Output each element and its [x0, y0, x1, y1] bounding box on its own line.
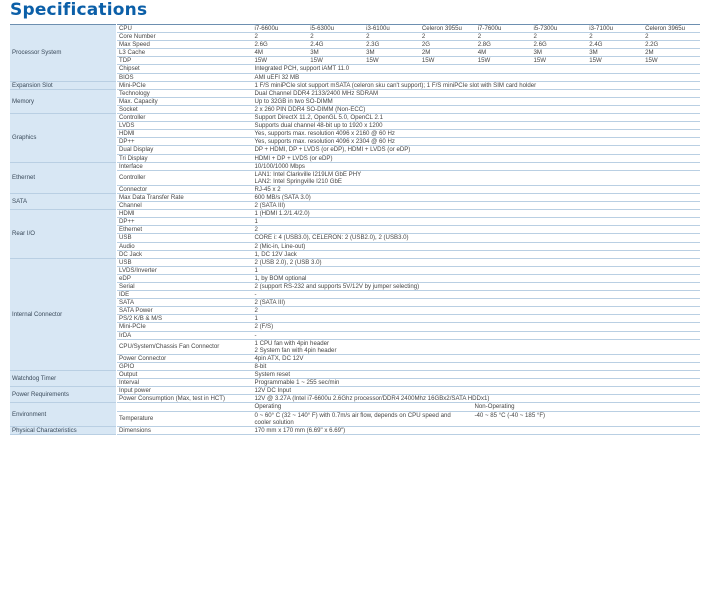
spec-label: Serial	[119, 283, 135, 290]
spec-cell: 2G	[421, 41, 431, 49]
spec-label: Connector	[119, 185, 148, 193]
spec-label: IrDA	[119, 331, 132, 339]
spec-value-line: LAN1: Intel Clarkville I219LM GbE PHY	[254, 170, 362, 178]
spec-label: LVDS	[119, 122, 135, 130]
spec-row	[10, 387, 700, 395]
spec-value: Dual Channel DDR4 2133/2400 MHz SDRAM	[254, 89, 379, 97]
spec-label: L3 Cache	[119, 49, 146, 57]
operating-value: Operating	[254, 403, 282, 411]
spec-label	[117, 403, 253, 411]
spec-value: 1	[254, 315, 258, 323]
spec-value: HDMI + DP + LVDS (or eDP)	[254, 154, 333, 162]
spec-label: IDE	[119, 291, 130, 299]
spec-value: 2 x 260 PIN DDR4 SO-DIMM (Non-ECC)	[254, 105, 366, 113]
operating-value: 0 ~ 60° C (32 ~ 140° F) with 0.7m/s air flow, depends on CPU speed and cooler solution	[254, 411, 451, 426]
spec-value: 2	[254, 226, 258, 234]
spec-value	[253, 411, 701, 426]
section-name: Expansion Slot	[10, 81, 117, 89]
spec-value: 1, DC 12V Jack	[254, 250, 297, 258]
spec-value: Integrated PCH, support iAMT 11.0	[254, 65, 350, 73]
spec-label: Controller	[119, 174, 146, 182]
spec-cell: i5-6300u	[310, 25, 335, 32]
specifications-table	[10, 24, 700, 435]
spec-label: eDP	[119, 274, 131, 282]
spec-cell: 15W	[310, 57, 323, 65]
spec-cell: 2.3G	[366, 41, 380, 49]
spec-cell: 2.4G	[589, 41, 603, 49]
spec-label: Power Connector	[119, 354, 167, 362]
spec-label: Dual Display	[119, 146, 154, 154]
spec-row	[10, 81, 700, 89]
spec-value	[253, 339, 701, 354]
section-name: Power Requirements	[10, 387, 117, 403]
spec-row	[10, 89, 700, 97]
spec-cell: 2	[589, 33, 593, 41]
spec-row	[10, 193, 700, 201]
spec-value: 12V @ 3.27A (Intel i7-6600u 2.6Ghz processor/DDR4 2400Mhz 16GBx2/SATA HDDx1)	[254, 395, 490, 403]
spec-value: 1	[254, 266, 258, 274]
spec-label: CPU	[119, 25, 132, 32]
spec-cell: 2	[533, 33, 537, 41]
page-title: Specifications	[10, 0, 148, 20]
spec-value: Yes, supports max. resolution 4096 x 2160 @ 60 Hz	[254, 130, 395, 138]
spec-value	[253, 170, 701, 185]
non-operating-value: Non-Operating	[474, 403, 515, 411]
spec-cell: i5-7300u	[533, 25, 558, 32]
spec-cell: 15W	[477, 57, 491, 65]
spec-value: 8-bit	[254, 362, 267, 370]
spec-label: BIOS	[119, 73, 134, 81]
spec-value: 2 (support RS-232 and supports 5V/12V by jumper selecting)	[254, 283, 420, 290]
spec-row	[10, 426, 700, 434]
spec-cell: i3-6100u	[366, 25, 390, 32]
spec-value-line: 2 System fan with 4pin header	[254, 346, 337, 354]
spec-label: Mini-PCIe	[119, 323, 146, 331]
spec-label: Mini-PCIe	[119, 81, 146, 89]
spec-row	[10, 371, 700, 379]
spec-value: 170 mm x 170 mm (6.69" x 6.69")	[254, 426, 346, 434]
spec-value: RJ-45 x 2	[254, 185, 281, 193]
spec-cell: 15W	[533, 57, 547, 65]
spec-cell: 2.6G	[533, 41, 547, 49]
spec-cell: 2	[254, 33, 258, 41]
spec-label: SATA Power	[119, 307, 153, 315]
spec-label: DP++	[119, 218, 135, 226]
spec-label: Max. Capacity	[119, 97, 158, 105]
spec-label: Core Number	[119, 33, 156, 41]
spec-value: Programmable 1 ~ 255 sec/min	[254, 379, 340, 387]
spec-cell: 4M	[254, 49, 263, 57]
spec-label: Tri Display	[119, 154, 148, 162]
spec-cell: 2	[645, 33, 649, 41]
spec-cell: Celeron 3965u	[645, 25, 686, 32]
spec-label: USB	[119, 234, 132, 242]
spec-cell: Celeron 3955u	[421, 25, 462, 32]
spec-value	[253, 403, 701, 411]
spec-label: DC Jack	[119, 250, 143, 258]
section-name: Environment	[10, 403, 117, 426]
spec-label: DP++	[119, 138, 135, 146]
spec-value: Yes, supports max. resolution 4096 x 2304 @ 60 Hz	[254, 138, 395, 146]
spec-value: 1 F/S miniPCIe slot support mSATA (celeron sku can't support); 1 F/S miniPCIe slot with SIM card holder	[254, 81, 537, 89]
spec-value: 1, by BOM optional	[254, 274, 307, 282]
spec-cell: 2.4G	[310, 41, 324, 49]
spec-cell: 2	[366, 33, 370, 41]
spec-label: Temperature	[119, 415, 154, 423]
spec-cell: 15W	[645, 57, 658, 65]
spec-label: Dimensions	[119, 426, 151, 434]
spec-row	[10, 25, 700, 33]
spec-row	[10, 114, 700, 122]
spec-label: Socket	[119, 105, 138, 113]
spec-value: 1	[254, 218, 258, 226]
spec-row	[10, 210, 700, 218]
section-name: SATA	[10, 193, 117, 209]
spec-label: Input power	[119, 387, 151, 395]
spec-value-line: LAN2: Intel Springville I210 GbE	[254, 177, 342, 185]
spec-value: -	[254, 291, 257, 299]
spec-label: GPIO	[119, 362, 135, 370]
spec-value: DP + HDMI, DP + LVDS (or eDP), HDMI + LVDS (or eDP)	[254, 146, 411, 154]
spec-cell: 2	[310, 33, 314, 41]
spec-label: PS/2 K/B & M/S	[119, 315, 163, 323]
section-name: Ethernet	[10, 162, 117, 193]
spec-label: Technology	[119, 89, 150, 97]
spec-label: Ethernet	[119, 226, 143, 234]
spec-label: Power Consumption (Max, test in HCT)	[119, 395, 226, 403]
spec-value-line: 1 CPU fan with 4pin header	[254, 339, 330, 347]
spec-value: AMI uEFI 32 MB	[254, 73, 300, 81]
spec-value: 2 (Mic-in, Line-out)	[254, 242, 306, 250]
spec-cell: 15W	[421, 57, 435, 65]
spec-cell: i7-7600u	[477, 25, 502, 32]
spec-cell: i3-7100u	[589, 25, 613, 32]
spec-value: System reset	[254, 371, 291, 379]
section-name: Memory	[10, 89, 117, 113]
spec-label: Max Speed	[119, 41, 150, 49]
spec-cell: 3M	[589, 49, 598, 57]
section-name: Processor System	[10, 25, 117, 82]
spec-label: HDMI	[119, 130, 135, 138]
spec-label: Interval	[119, 379, 140, 387]
spec-value: 600 MB/s (SATA 3.0)	[254, 193, 311, 201]
spec-value: 2 (SATA III)	[254, 202, 286, 210]
spec-label: Chipset	[119, 65, 140, 73]
spec-label: Output	[119, 371, 138, 379]
spec-value: -	[254, 331, 257, 339]
section-name: Rear I/O	[10, 210, 117, 259]
spec-cell: 3M	[366, 49, 375, 57]
spec-cell: 3M	[533, 49, 542, 57]
section-name: Watchdog Timer	[10, 371, 117, 387]
spec-row	[10, 258, 700, 266]
section-name: Physical Characteristics	[10, 426, 117, 434]
spec-value: Support DirectX 11.2, OpenGL 5.0, OpenCL 2.1	[254, 114, 383, 122]
spec-value: Up to 32GB in two SO-DIMM	[254, 97, 333, 105]
spec-cell: 15W	[254, 57, 268, 65]
spec-cell: i7-6600u	[254, 25, 279, 32]
spec-label: Channel	[119, 202, 142, 210]
spec-cell: 3M	[310, 49, 319, 57]
spec-cell: 2.6G	[254, 41, 268, 49]
spec-cell: 15W	[589, 57, 602, 65]
spec-label: Audio	[119, 242, 135, 250]
spec-value: 12V DC Input	[254, 387, 292, 395]
spec-cell: 2	[477, 33, 482, 41]
spec-value: CORE i: 4 (USB3.0), CELERON: 2 (USB2.0), 2 (USB3.0)	[254, 234, 409, 242]
spec-value: 1 (HDMI 1.2/1.4/2.0)	[254, 210, 310, 218]
spec-value: Supports dual channel 48-bit up to 1920 x 1200	[254, 122, 383, 130]
spec-label: CPU/System/Chassis Fan Connector	[119, 343, 220, 351]
spec-row	[10, 162, 700, 170]
spec-value: 2 (F/S)	[254, 323, 274, 331]
spec-label: SATA	[119, 299, 135, 307]
spec-row	[10, 403, 700, 411]
non-operating-value: -40 ~ 85 °C (-40 ~ 185 °F)	[474, 411, 546, 419]
spec-cell: 2.8G	[477, 41, 491, 49]
spec-value: 10/100/1000 Mbps	[254, 162, 305, 170]
spec-value: 2 (SATA III)	[254, 299, 286, 307]
spec-cell: 2	[421, 33, 426, 41]
spec-label: USB	[119, 258, 132, 266]
spec-label: LVDS/Inverter	[119, 266, 157, 274]
spec-value: 2 (USB 2.0), 2 (USB 3.0)	[254, 258, 322, 266]
spec-cell: 4M	[477, 49, 487, 57]
spec-label: HDMI	[119, 210, 135, 218]
spec-label: Controller	[119, 114, 146, 122]
spec-label: TDP	[119, 57, 132, 65]
spec-label: Max Data Transfer Rate	[119, 193, 184, 201]
section-name: Graphics	[10, 114, 117, 163]
spec-value: 4pin ATX, DC 12V	[254, 354, 304, 362]
spec-cell: 2M	[645, 49, 654, 57]
spec-value: 2	[254, 307, 258, 315]
spec-cell: 2M	[421, 49, 431, 57]
spec-label: Interface	[119, 162, 143, 170]
spec-cell: 15W	[366, 57, 379, 65]
spec-cell: 2.2G	[645, 41, 659, 49]
section-name: Internal Connector	[10, 258, 117, 370]
